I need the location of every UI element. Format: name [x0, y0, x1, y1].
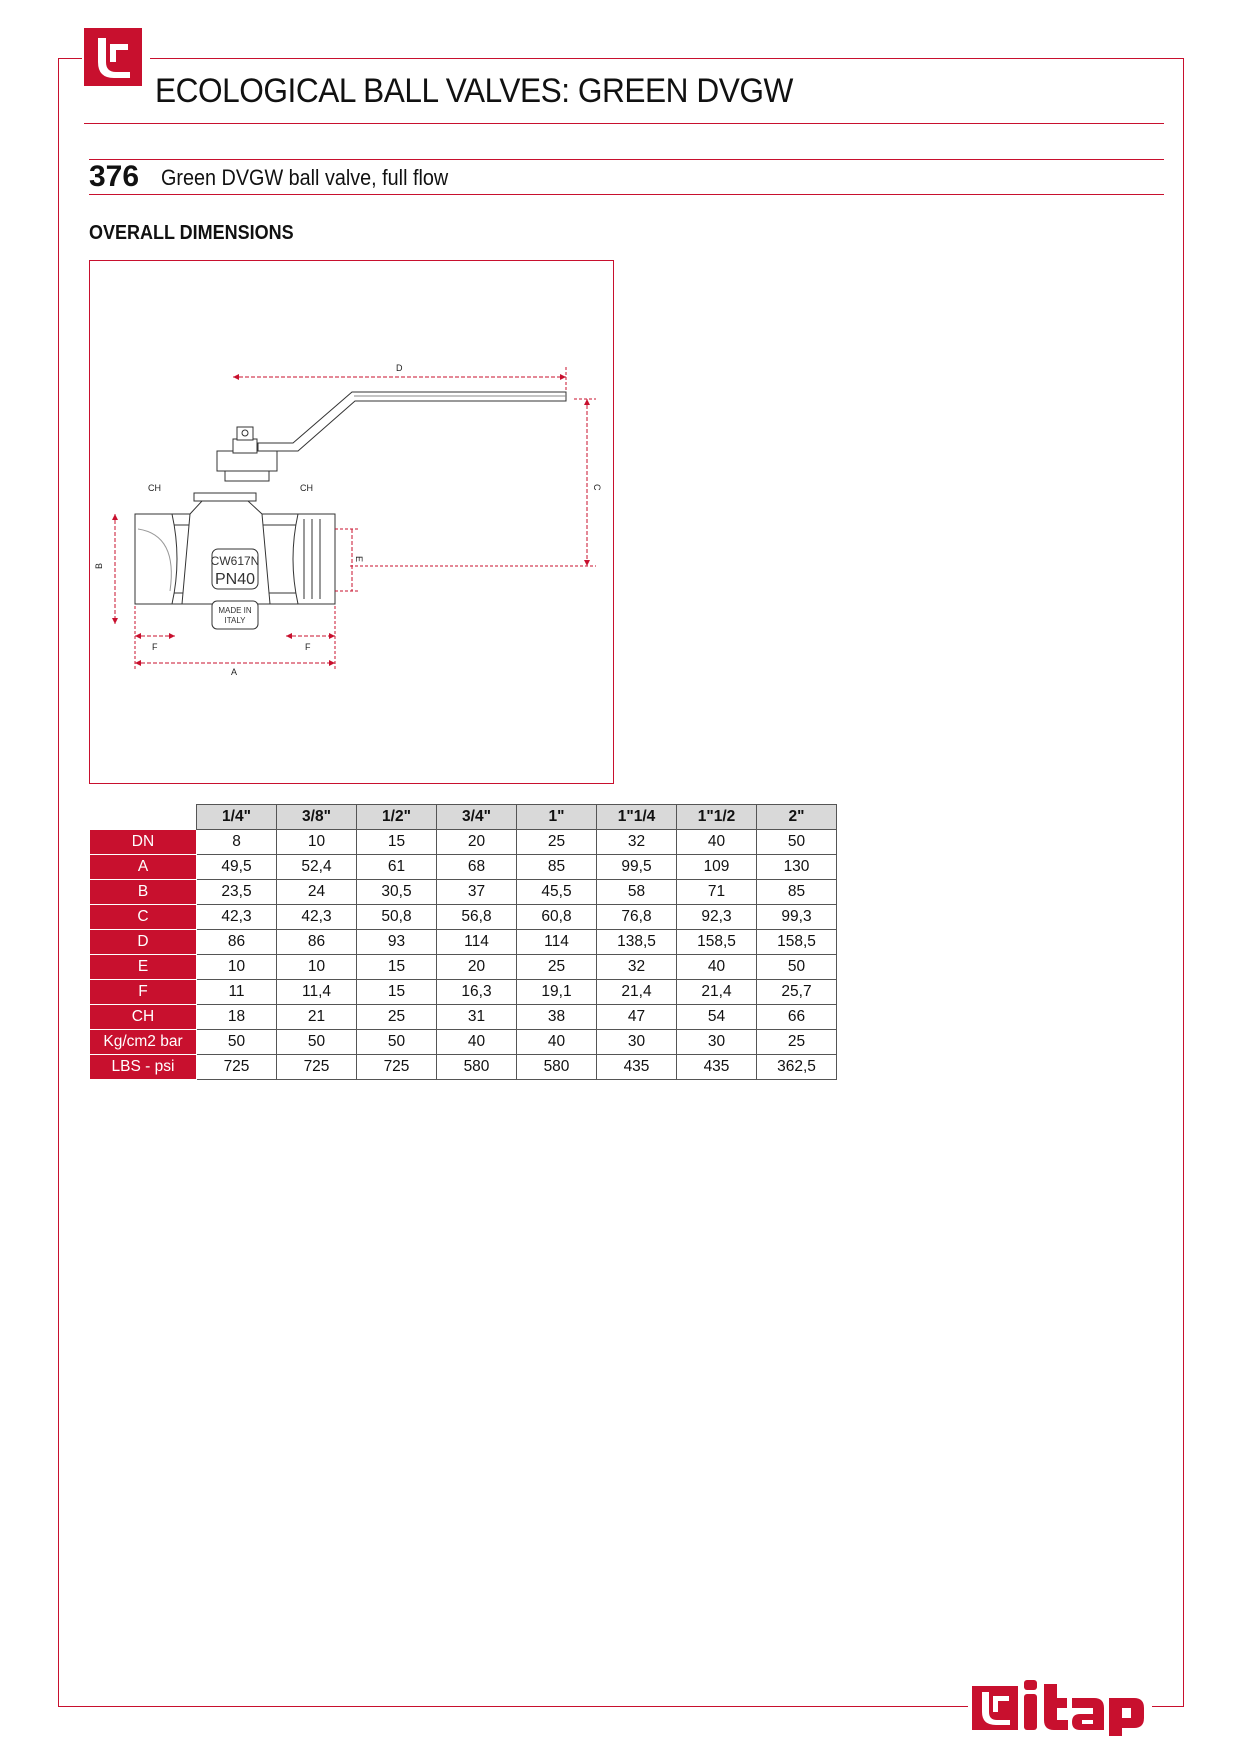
row-label: E: [90, 955, 197, 980]
table-cell: 61: [357, 855, 437, 880]
frame-bottom-right: [1152, 1706, 1184, 1707]
label-b: B: [94, 562, 104, 569]
table-cell: 37: [437, 880, 517, 905]
table-corner: [90, 805, 197, 830]
table-cell: 30: [677, 1030, 757, 1055]
dimension-b: [94, 514, 118, 624]
table-cell: 16,3: [437, 980, 517, 1005]
table-cell: 21: [277, 1005, 357, 1030]
table-cell: 42,3: [197, 905, 277, 930]
row-label: CH: [90, 1005, 197, 1030]
table-cell: 109: [677, 855, 757, 880]
valve-body: [135, 493, 335, 629]
column-header: 3/4": [437, 805, 517, 830]
table-row: [90, 855, 837, 880]
table-cell: 20: [437, 830, 517, 855]
dimension-drawing: [89, 260, 614, 784]
table-cell: 30: [597, 1030, 677, 1055]
table-cell: 50: [197, 1030, 277, 1055]
table-cell: 580: [437, 1055, 517, 1080]
label-f-left: F: [152, 642, 158, 652]
table-cell: 50: [357, 1030, 437, 1055]
table-cell: 725: [357, 1055, 437, 1080]
table-cell: 15: [357, 980, 437, 1005]
table-row: [90, 955, 837, 980]
label-c: C: [592, 484, 602, 491]
table-cell: 10: [197, 955, 277, 980]
table-cell: 85: [517, 855, 597, 880]
frame-right: [1183, 58, 1184, 1707]
table-cell: 11,4: [277, 980, 357, 1005]
table-cell: 45,5: [517, 880, 597, 905]
title-underline: [84, 123, 1164, 124]
label-ch-left: CH: [148, 483, 161, 493]
row-label: D: [90, 930, 197, 955]
table-cell: 85: [757, 880, 837, 905]
table-cell: 66: [757, 1005, 837, 1030]
table-cell: 40: [677, 830, 757, 855]
row-label: LBS - psi: [90, 1055, 197, 1080]
table-cell: 580: [517, 1055, 597, 1080]
table-row: [90, 980, 837, 1005]
frame-top-right: [150, 58, 1183, 59]
column-header: 1"1/2: [677, 805, 757, 830]
table-cell: 99,3: [757, 905, 837, 930]
label-a: A: [231, 667, 238, 677]
table-row: [90, 930, 837, 955]
table-cell: 15: [357, 955, 437, 980]
table-cell: 92,3: [677, 905, 757, 930]
table-cell: 138,5: [597, 930, 677, 955]
label-e: E: [354, 556, 364, 563]
table-cell: 10: [277, 830, 357, 855]
table-cell: 86: [197, 930, 277, 955]
column-header: 1/2": [357, 805, 437, 830]
table-cell: 10: [277, 955, 357, 980]
dimension-c: [350, 399, 602, 566]
table-cell: 23,5: [197, 880, 277, 905]
label-d: D: [396, 363, 403, 373]
table-cell: 725: [277, 1055, 357, 1080]
table-cell: 21,4: [597, 980, 677, 1005]
row-label: A: [90, 855, 197, 880]
table-cell: 40: [517, 1030, 597, 1055]
table-cell: 56,8: [437, 905, 517, 930]
table-cell: 68: [437, 855, 517, 880]
table-row: [90, 1030, 837, 1055]
table-body: [90, 830, 837, 1080]
table-cell: 15: [357, 830, 437, 855]
table-cell: 8: [197, 830, 277, 855]
section-title: OVERALL DIMENSIONS: [89, 222, 294, 244]
table-cell: 114: [437, 930, 517, 955]
table-cell: 47: [597, 1005, 677, 1030]
row-label: DN: [90, 830, 197, 855]
product-code: 376: [89, 160, 140, 193]
table-cell: 158,5: [757, 930, 837, 955]
itap-logo: [972, 1676, 1150, 1738]
table-cell: 25: [357, 1005, 437, 1030]
table-cell: 114: [517, 930, 597, 955]
table-cell: 435: [597, 1055, 677, 1080]
table-cell: 76,8: [597, 905, 677, 930]
column-header: 1": [517, 805, 597, 830]
table-cell: 32: [597, 830, 677, 855]
product-rule-bottom: [89, 194, 1164, 195]
table-cell: 130: [757, 855, 837, 880]
column-header: 2": [757, 805, 837, 830]
table-cell: 40: [437, 1030, 517, 1055]
table-cell: 21,4: [677, 980, 757, 1005]
table-cell: 71: [677, 880, 757, 905]
table-cell: 25: [517, 955, 597, 980]
frame-left: [58, 58, 59, 1707]
table-cell: 20: [437, 955, 517, 980]
table-row: [90, 905, 837, 930]
row-label: F: [90, 980, 197, 1005]
table-cell: 40: [677, 955, 757, 980]
table-cell: 25: [757, 1030, 837, 1055]
body-mark-made-in: MADE IN: [218, 606, 252, 615]
column-header: 1/4": [197, 805, 277, 830]
table-cell: 11: [197, 980, 277, 1005]
table-cell: 725: [197, 1055, 277, 1080]
dimensions-table: [89, 804, 837, 1080]
dimension-f: [135, 633, 335, 652]
body-mark-material: CW617N: [210, 554, 260, 568]
table-cell: 58: [597, 880, 677, 905]
table-cell: 18: [197, 1005, 277, 1030]
product-rule-top: [89, 159, 1164, 160]
table-cell: 435: [677, 1055, 757, 1080]
table-cell: 86: [277, 930, 357, 955]
table-cell: 49,5: [197, 855, 277, 880]
table-cell: 25: [517, 830, 597, 855]
body-mark-country: ITALY: [224, 616, 246, 625]
frame-bottom-left: [58, 1706, 968, 1707]
table-cell: 31: [437, 1005, 517, 1030]
product-description: Green DVGW ball valve, full flow: [161, 165, 449, 190]
table-cell: 50,8: [357, 905, 437, 930]
table-cell: 99,5: [597, 855, 677, 880]
table-row: [90, 880, 837, 905]
table-cell: 42,3: [277, 905, 357, 930]
table-cell: 25,7: [757, 980, 837, 1005]
table-header-row: [90, 805, 837, 830]
row-label: C: [90, 905, 197, 930]
frame-top-left: [58, 58, 82, 59]
dimension-e: [335, 529, 364, 591]
table-cell: 52,4: [277, 855, 357, 880]
table-cell: 60,8: [517, 905, 597, 930]
label-ch-right: CH: [300, 483, 313, 493]
table-cell: 32: [597, 955, 677, 980]
column-header: 1"1/4: [597, 805, 677, 830]
table-row: [90, 1005, 837, 1030]
table-cell: 19,1: [517, 980, 597, 1005]
page-title: ECOLOGICAL BALL VALVES: GREEN DVGW: [155, 72, 793, 110]
column-header: 3/8": [277, 805, 357, 830]
row-label: B: [90, 880, 197, 905]
table-cell: 362,5: [757, 1055, 837, 1080]
table-cell: 30,5: [357, 880, 437, 905]
itap-mark-icon: [84, 28, 142, 86]
table-cell: 24: [277, 880, 357, 905]
valve-handle: [217, 392, 566, 481]
table-cell: 38: [517, 1005, 597, 1030]
table-row: [90, 1055, 837, 1080]
table-cell: 50: [757, 955, 837, 980]
table-cell: 158,5: [677, 930, 757, 955]
table-cell: 54: [677, 1005, 757, 1030]
body-mark-pressure: PN40: [214, 571, 256, 588]
table-row: [90, 830, 837, 855]
row-label: Kg/cm2 bar: [90, 1030, 197, 1055]
table-cell: 93: [357, 930, 437, 955]
table-cell: 50: [277, 1030, 357, 1055]
label-f-right: F: [305, 642, 311, 652]
dimension-d: [233, 363, 566, 395]
table-cell: 50: [757, 830, 837, 855]
